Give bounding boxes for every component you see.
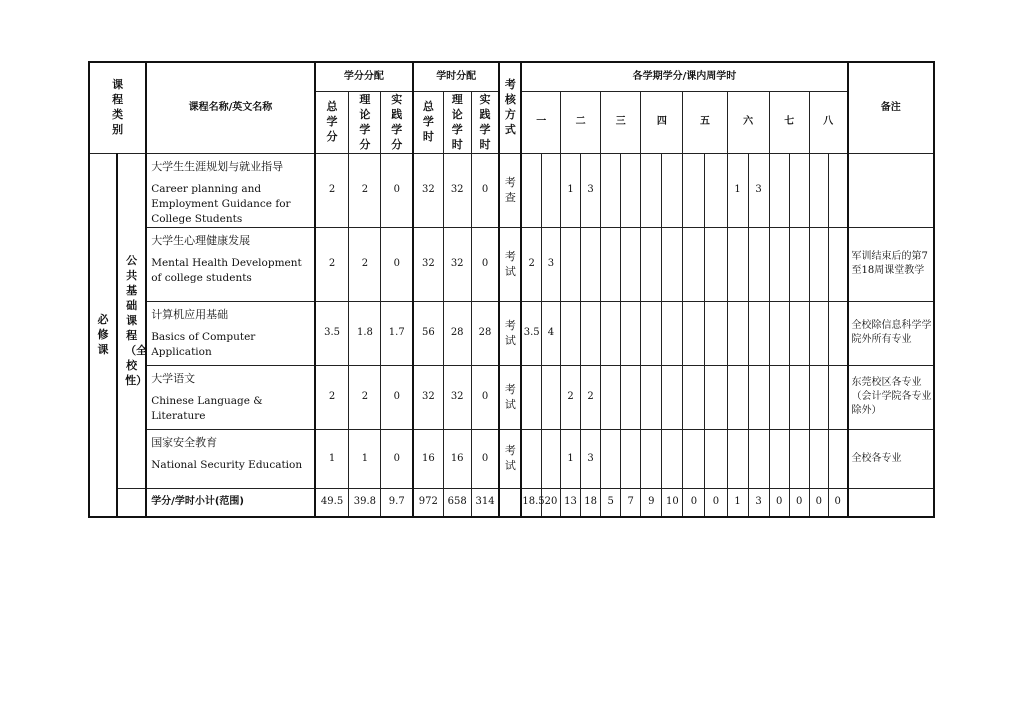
semester-4-header: 四: [641, 91, 683, 153]
sem-value: [828, 227, 847, 301]
sem-value: 1: [727, 153, 748, 227]
theory-credit: 1.8: [349, 301, 381, 365]
practice-credit: 0: [381, 365, 413, 429]
sem-value: [809, 429, 828, 488]
sem-value: [662, 153, 683, 227]
total-hours: 32: [413, 153, 443, 227]
note-cell: 东莞校区各专业（会计学院各专业除外）: [848, 365, 934, 429]
sem-value: [769, 227, 789, 301]
semester-6-header: 六: [727, 91, 769, 153]
semester-3-header: 三: [601, 91, 641, 153]
sem-value: [541, 429, 560, 488]
sem-total: 5: [601, 488, 621, 517]
note-cell: 全校各专业: [848, 429, 934, 488]
sem-total: 7: [621, 488, 641, 517]
sem-value: [621, 365, 641, 429]
sem-total: 3: [748, 488, 769, 517]
practice-hours: 0: [471, 153, 499, 227]
sem-value: [828, 301, 847, 365]
course-name-cn: 计算机应用基础: [151, 307, 229, 321]
sem-value: [727, 365, 748, 429]
sem-value: [581, 301, 601, 365]
sem-value: [601, 153, 621, 227]
exam-method-text: 考试: [504, 382, 516, 411]
semester-1-header: 一: [521, 91, 560, 153]
course-name-en: Basics of Computer Application: [151, 330, 256, 358]
note-cell: [848, 153, 934, 227]
sem-value: [748, 429, 769, 488]
theory-credit-header: [349, 91, 381, 153]
sem-value: [621, 227, 641, 301]
practice-hours-sum: 314: [471, 488, 499, 517]
sem-total: 0: [705, 488, 727, 517]
total-hours: 56: [413, 301, 443, 365]
course-name-cn: 大学生生涯规划与就业指导: [151, 159, 284, 173]
course-name-cn: 大学生心理健康发展: [151, 233, 251, 247]
theory-hours-sum: 658: [443, 488, 471, 517]
sem-value: [662, 365, 683, 429]
sem-value: [601, 227, 621, 301]
sem-value: [789, 153, 809, 227]
totals-row: [89, 488, 934, 517]
sem-value: [641, 365, 662, 429]
exam-method-text: 考查: [504, 175, 516, 204]
sem-value: [828, 153, 847, 227]
sem-value: [748, 301, 769, 365]
sem-value: [601, 301, 621, 365]
sem-value: [789, 429, 809, 488]
sem-value: [683, 365, 705, 429]
totals-label: 学分/学时小计(范围): [146, 488, 315, 517]
total-credit: 2: [315, 153, 349, 227]
course-name-en: Career planning and Employment Guidance for College Students: [151, 182, 291, 225]
course-group-cell: [117, 153, 146, 488]
sem-value: [828, 429, 847, 488]
sem-value: [705, 365, 727, 429]
exam-method: [499, 227, 521, 301]
theory-credit: 2: [349, 365, 381, 429]
sem-total: 0: [683, 488, 705, 517]
sem-value: 2: [521, 227, 541, 301]
theory-credit-sum: 39.8: [349, 488, 381, 517]
course-group-text: 公共基础课程（全校性）: [125, 253, 148, 387]
exam-method: [499, 301, 521, 365]
sem-value: [541, 153, 560, 227]
theory-credit: 2: [349, 227, 381, 301]
course-type-text: 必修课: [97, 312, 109, 356]
theory-hours-header-text: 理论学时: [451, 92, 463, 151]
course-name-en: National Security Education: [151, 458, 303, 471]
sem-value: [581, 227, 601, 301]
course-name-cn: 国家安全教育: [151, 435, 218, 449]
table-row: [89, 301, 934, 365]
sem-value: [769, 153, 789, 227]
sem-value: [769, 429, 789, 488]
total-credit-header: [315, 91, 349, 153]
theory-credit-header-text: 理论学分: [359, 92, 371, 151]
course-name-cell: [146, 153, 315, 227]
sem-value: [789, 301, 809, 365]
exam-method-header-text: 考核方式: [504, 78, 516, 137]
sem-value: 3: [581, 429, 601, 488]
sem-value: [705, 429, 727, 488]
sem-value: [662, 429, 683, 488]
sem-total: 13: [561, 488, 581, 517]
sem-value: [541, 365, 560, 429]
sem-value: [641, 301, 662, 365]
sem-value: [521, 153, 541, 227]
theory-hours: 32: [443, 153, 471, 227]
practice-credit-sum: 9.7: [381, 488, 413, 517]
exam-method-text: 考试: [504, 249, 516, 278]
practice-hours-header-text: 实践学时: [479, 92, 491, 151]
table-row: [89, 365, 934, 429]
sem-value: [683, 153, 705, 227]
table-row: [89, 227, 934, 301]
sem-value: [621, 429, 641, 488]
sem-value: [621, 301, 641, 365]
category-header-text: 课程类别: [112, 78, 124, 137]
sem-value: [705, 153, 727, 227]
sem-value: [809, 365, 828, 429]
exam-method-text: 考试: [504, 318, 516, 347]
exam-method: [499, 429, 521, 488]
semester-2-header: 二: [561, 91, 601, 153]
sem-total: 20: [541, 488, 560, 517]
total-credit-header-text: 总学分: [326, 100, 338, 143]
sem-total: 1: [727, 488, 748, 517]
category-header: [89, 62, 146, 153]
sem-value: [789, 365, 809, 429]
note-cell: 全校除信息科学学院外所有专业: [848, 301, 934, 365]
theory-hours-header: [443, 91, 471, 153]
sem-total: 0: [809, 488, 828, 517]
totals-spacer: [117, 488, 146, 517]
sem-value: [809, 301, 828, 365]
total-credit: 1: [315, 429, 349, 488]
course-name-cell: [146, 301, 315, 365]
semester-8-header: 八: [809, 91, 847, 153]
sem-value: [521, 365, 541, 429]
sem-value: [561, 227, 581, 301]
sem-value: [828, 365, 847, 429]
sem-value: 3: [581, 153, 601, 227]
exam-method-header: [499, 62, 521, 153]
sem-value: 3.5: [521, 301, 541, 365]
theory-hours: 28: [443, 301, 471, 365]
practice-credit: 0: [381, 429, 413, 488]
total-credit: 3.5: [315, 301, 349, 365]
total-credit-sum: 49.5: [315, 488, 349, 517]
credit-distribution-header: 学分分配: [315, 62, 413, 91]
sem-value: [683, 429, 705, 488]
total-credit: 2: [315, 227, 349, 301]
theory-hours: 16: [443, 429, 471, 488]
curriculum-table: [88, 61, 935, 518]
course-type-cell: [89, 153, 117, 517]
sem-value: [601, 429, 621, 488]
sem-total: 18: [581, 488, 601, 517]
hour-distribution-header: 学时分配: [413, 62, 499, 91]
sem-value: [561, 301, 581, 365]
total-hours: 32: [413, 227, 443, 301]
total-credit: 2: [315, 365, 349, 429]
sem-value: [727, 227, 748, 301]
total-hours-sum: 972: [413, 488, 443, 517]
sem-value: [705, 301, 727, 365]
course-name-en: Chinese Language & Literature: [151, 394, 263, 422]
sem-value: [705, 227, 727, 301]
semester-header: 各学期学分/课内周学时: [521, 62, 847, 91]
totals-exam: [499, 488, 521, 517]
course-name-cell: [146, 227, 315, 301]
practice-credit: 1.7: [381, 301, 413, 365]
sem-value: [769, 365, 789, 429]
sem-total: 9: [641, 488, 662, 517]
notes-header: 备注: [848, 62, 934, 153]
total-hours: 16: [413, 429, 443, 488]
sem-value: [662, 301, 683, 365]
practice-hours-header: [471, 91, 499, 153]
sem-value: [683, 301, 705, 365]
sem-value: [809, 227, 828, 301]
total-hours-header-text: 总学时: [422, 100, 434, 143]
sem-value: [683, 227, 705, 301]
exam-method: [499, 153, 521, 227]
sem-value: 4: [541, 301, 560, 365]
practice-credit-header: [381, 91, 413, 153]
table-row: [89, 429, 934, 488]
sem-total: 10: [662, 488, 683, 517]
total-hours: 32: [413, 365, 443, 429]
practice-hours: 0: [471, 227, 499, 301]
exam-method: [499, 365, 521, 429]
sem-value: [662, 227, 683, 301]
total-hours-header: [413, 91, 443, 153]
sem-value: 2: [581, 365, 601, 429]
course-name-cell: [146, 365, 315, 429]
practice-credit: 0: [381, 153, 413, 227]
practice-credit-header-text: 实践学分: [391, 92, 403, 151]
theory-hours: 32: [443, 365, 471, 429]
sem-value: [727, 429, 748, 488]
practice-hours: 0: [471, 365, 499, 429]
practice-hours: 0: [471, 429, 499, 488]
sem-value: [641, 227, 662, 301]
sem-value: [727, 301, 748, 365]
theory-credit: 1: [349, 429, 381, 488]
sem-total: 0: [828, 488, 847, 517]
sem-value: [641, 153, 662, 227]
course-name-header: 课程名称/英文名称: [146, 62, 315, 153]
exam-method-text: 考试: [504, 444, 516, 472]
sem-value: [809, 153, 828, 227]
sem-value: 2: [561, 365, 581, 429]
sem-value: [748, 365, 769, 429]
theory-credit: 2: [349, 153, 381, 227]
note-cell: 军训结束后的第7至18周课堂教学: [848, 227, 934, 301]
sem-value: 3: [541, 227, 560, 301]
course-name-cn: 大学语文: [151, 371, 196, 385]
sem-value: [601, 365, 621, 429]
sem-total: 0: [769, 488, 789, 517]
sem-value: 1: [561, 429, 581, 488]
table-row: [89, 153, 934, 227]
sem-value: [748, 227, 769, 301]
course-name-en: Mental Health Development of college students: [151, 256, 302, 284]
sem-value: 1: [561, 153, 581, 227]
sem-value: [521, 429, 541, 488]
header-row-1: [89, 62, 934, 91]
semester-5-header: 五: [683, 91, 727, 153]
sem-total: 18.5: [521, 488, 541, 517]
sem-value: [621, 153, 641, 227]
sem-value: 3: [748, 153, 769, 227]
course-name-cell: [146, 429, 315, 488]
semester-7-header: 七: [769, 91, 809, 153]
practice-credit: 0: [381, 227, 413, 301]
theory-hours: 32: [443, 227, 471, 301]
sem-total: 0: [789, 488, 809, 517]
practice-hours: 28: [471, 301, 499, 365]
totals-note: [848, 488, 934, 517]
sem-value: [641, 429, 662, 488]
sem-value: [769, 301, 789, 365]
sem-value: [789, 227, 809, 301]
